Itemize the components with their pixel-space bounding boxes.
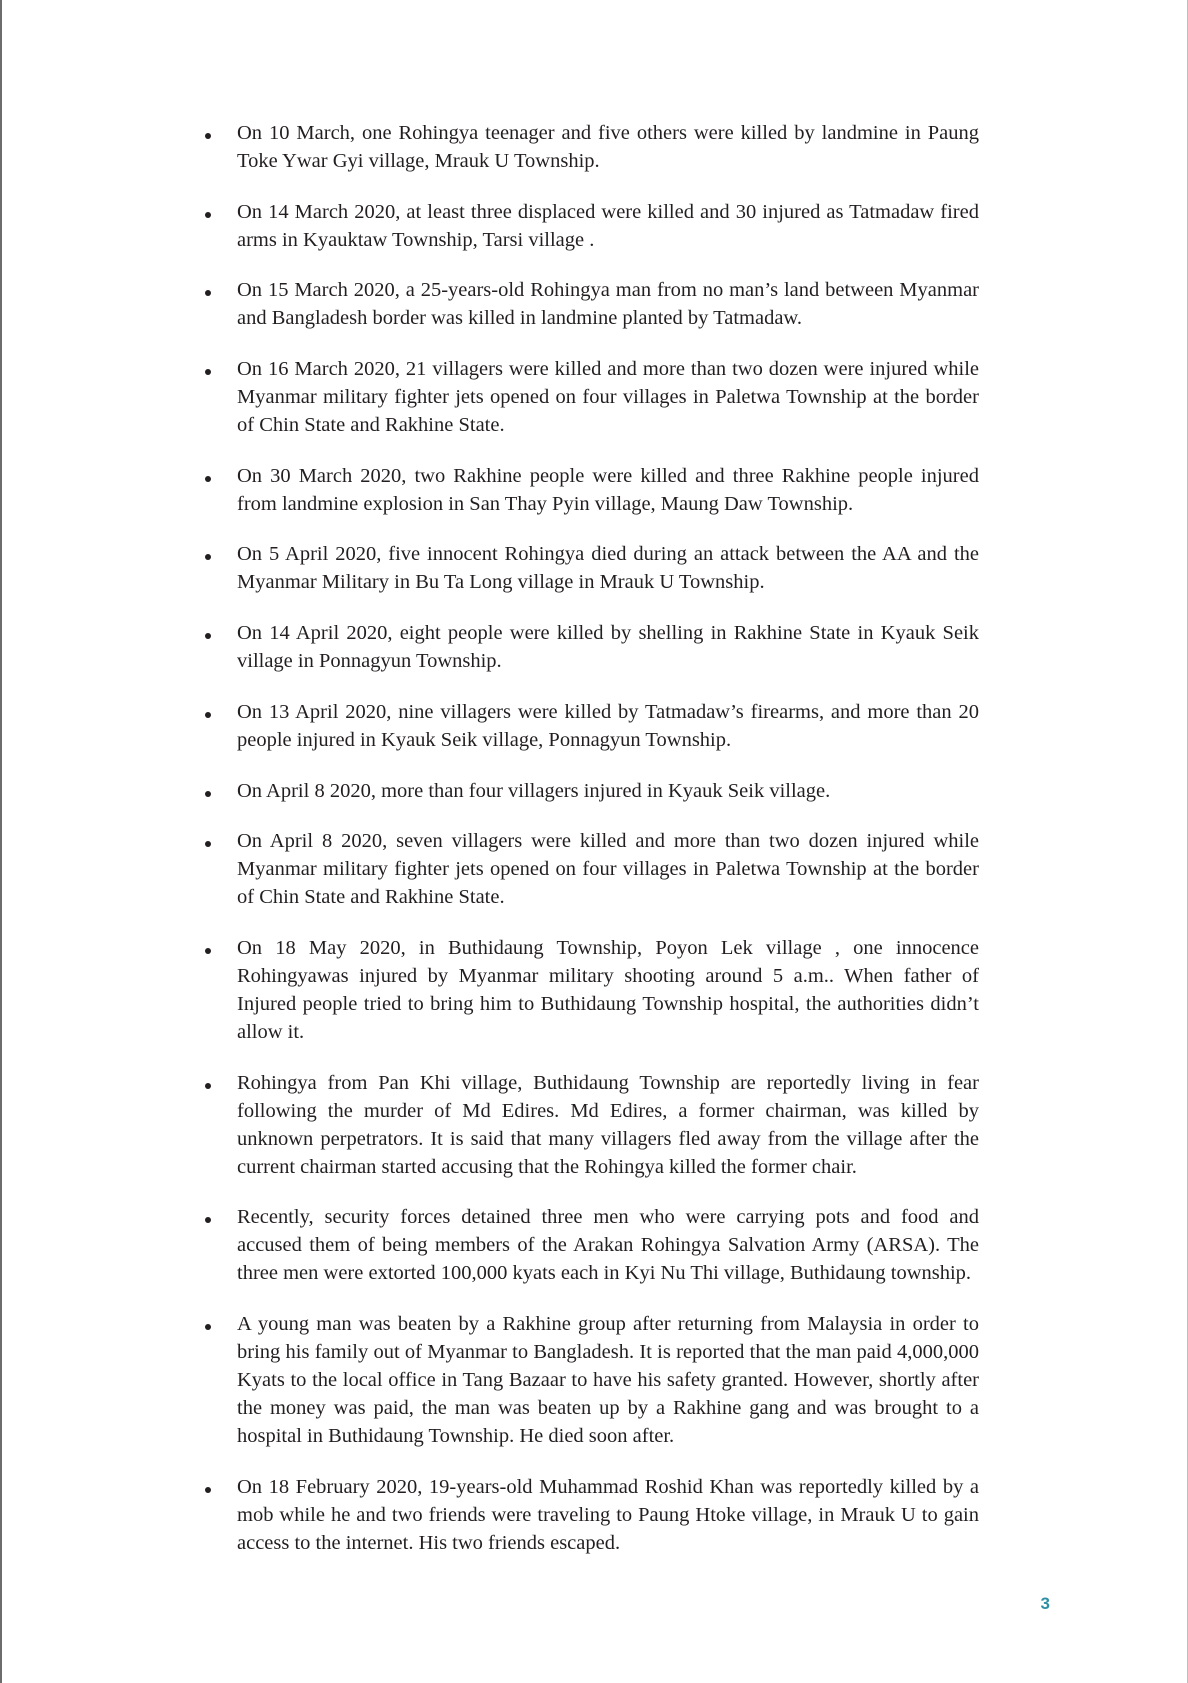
bullet-icon xyxy=(205,841,211,847)
list-item-text: On 5 April 2020, five innocent Rohingya died during an attack between the AA and the Myanmar Military in Bu Ta Long village in Mrauk U Township. xyxy=(237,543,979,594)
list-item xyxy=(0,276,1188,332)
list-item xyxy=(0,934,1188,1046)
list-item xyxy=(0,698,1188,754)
list-item-text: On 15 March 2020, a 25-years-old Rohingya man from no man’s land between Myanmar and Bangladesh border was killed in landmine planted by Tatmadaw. xyxy=(237,279,979,330)
list-item xyxy=(0,119,1188,175)
list-item-text: On April 8 2020, more than four villagers injured in Kyauk Seik village. xyxy=(237,779,831,802)
bullet-icon xyxy=(205,133,211,139)
bullet-icon xyxy=(205,476,211,482)
list-item-text: On 18 May 2020, in Buthidaung Township, Poyon Lek village , one innocence Rohingyawas injured by Myanmar military shooting around 5 a.m.. When father of Injured people tried to bring him to Buthidaung Township hospital, the authorities didn’t allow it. xyxy=(237,936,979,1043)
list-item xyxy=(0,1203,1188,1287)
bullet-icon xyxy=(205,633,211,639)
list-item-text: On 18 February 2020, 19-years-old Muhammad Roshid Khan was reportedly killed by a mob while he and two friends were traveling to Paung Htoke village, in Mrauk U to gain access to the internet. His two friends escaped. xyxy=(237,1475,979,1554)
bullet-icon xyxy=(205,1487,211,1493)
bullet-icon xyxy=(205,554,211,560)
list-item-text: On April 8 2020, seven villagers were killed and more than two dozen injured while Myanmar military fighter jets opened on four villages in Paletwa Township at the border of Chin State and Rakhine State. xyxy=(237,830,979,909)
incident-list xyxy=(0,119,1188,1579)
list-item-text: Recently, security forces detained three men who were carrying pots and food and accused them of being members of the Arakan Rohingya Salvation Army (ARSA). The three men were extorted 100,000 kyats each in Kyi Nu Thi village, Buthidaung township. xyxy=(237,1206,979,1285)
list-item xyxy=(0,619,1188,675)
list-item-text: On 14 March 2020, at least three displaced were killed and 30 injured as Tatmadaw fired arms in Kyauktaw Township, Tarsi village . xyxy=(237,200,979,251)
list-item-text: On 14 April 2020, eight people were killed by shelling in Rakhine State in Kyauk Seik village in Ponnagyun Township. xyxy=(237,622,979,673)
bullet-icon xyxy=(205,1217,211,1223)
list-item-text: A young man was beaten by a Rakhine group after returning from Malaysia in order to bring his family out of Myanmar to Bangladesh. It is reported that the man paid 4,000,000 Kyats to the local office in Tang Bazaar to have his safety granted. However, shortly after the money was paid, the man was beaten up by a Rakhine gang and was brought to a hospital in Buthidaung Township. He died soon after. xyxy=(237,1312,979,1447)
list-item-text: On 30 March 2020, two Rakhine people were killed and three Rakhine people injured from landmine explosion in San Thay Pyin village, Maung Daw Township. xyxy=(237,464,979,515)
bullet-icon xyxy=(205,290,211,296)
list-item-text: On 16 March 2020, 21 villagers were killed and more than two dozen were injured while Myanmar military fighter jets opened on four villages in Paletwa Township at the border of Chin State and Rakhine State. xyxy=(237,358,979,437)
bullet-icon xyxy=(205,1324,211,1330)
list-item xyxy=(0,1310,1188,1450)
list-item xyxy=(0,540,1188,596)
bullet-icon xyxy=(205,212,211,218)
list-item-text: On 10 March, one Rohingya teenager and five others were killed by landmine in Paung Toke Ywar Gyi village, Mrauk U Township. xyxy=(237,122,979,172)
list-item xyxy=(0,462,1188,518)
bullet-icon xyxy=(205,369,211,375)
bullet-icon xyxy=(205,948,211,954)
list-item xyxy=(0,827,1188,911)
page-number: 3 xyxy=(1040,1594,1050,1613)
bullet-icon xyxy=(205,712,211,718)
bullet-icon xyxy=(205,791,211,797)
list-item xyxy=(0,777,1188,805)
list-item xyxy=(0,355,1188,439)
list-item xyxy=(0,1473,1188,1557)
bullet-icon xyxy=(205,1083,211,1089)
list-item-text: On 13 April 2020, nine villagers were killed by Tatmadaw’s firearms, and more than 20 people injured in Kyauk Seik village, Ponnagyun Township. xyxy=(237,700,979,751)
list-item-text: Rohingya from Pan Khi village, Buthidaung Township are reportedly living in fear following the murder of Md Edires. Md Edires, a former chairman, was killed by unknown perpetrators. It is said that many villagers fled away from the village after the current chairman started accusing that the Rohingya killed the former chair. xyxy=(237,1071,979,1178)
list-item xyxy=(0,198,1188,254)
list-item xyxy=(0,1069,1188,1181)
